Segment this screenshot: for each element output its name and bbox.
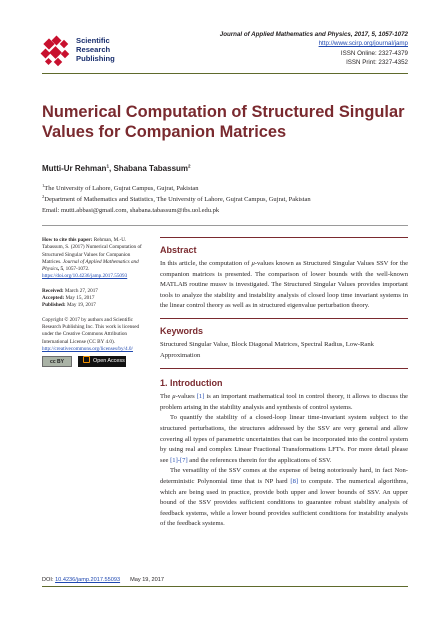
dates-block: Received: March 27, 2017 Accepted: May 15, 2017 Published: May 19, 2017 [42, 287, 98, 309]
abstract-text: In this article, the computation of μ-values known as Structured Singular Values SSV for the companion matrices is presented. The comparison of lower bounds with the well-known MATLAB routine mussv is investigated. The Structured Singular Values provides important tools to analyze the stability and instability analysis of closed loop time invariant systems in the linear control theory as well as in structured eigenvalue perturbation theory. [160, 260, 408, 310]
journal-info [220, 30, 408, 68]
intro-heading: 1. Introduction [160, 378, 223, 389]
cc-by-badge-icon[interactable]: cc BY [42, 356, 72, 367]
issn-online: ISSN Online: 2327-4379 [340, 49, 408, 57]
reference-link[interactable]: [8] [290, 477, 299, 485]
author-2: Shabana Tabassum [113, 164, 189, 173]
intro-paragraph-1: The μ-values [1] is an important mathematical tool in control theory, it allows to discuss the problem arising in the stability analysis and synthesis of control systems. [160, 393, 408, 411]
affiliations [42, 184, 311, 216]
keywords-heading: Keywords [160, 325, 204, 336]
reference-link[interactable]: [1]-[7] [170, 456, 188, 464]
paper-title: Numerical Computation of Structured Singular Values for Companion Matrices [42, 103, 405, 141]
affiliation-2: $^2$Department of Mathematics and Statistics, The University of Lahore, Gujrat Campus, Gujrat, Pakistan [42, 193, 311, 203]
license-link[interactable]: http://creativecommons.org/licenses/by/4.0/ [42, 345, 133, 352]
abstract-heading: Abstract [160, 245, 197, 255]
journal-title: Journal of Applied Mathematics and Physics, 2017, 5, 1057-1072 [219, 31, 408, 38]
journal-url-link[interactable]: http://www.scirp.org/journal/jamp [318, 40, 408, 48]
issn-print: ISSN Print: 2327-4352 [346, 59, 408, 67]
author-1: Mutti-Ur Rehman [42, 164, 107, 173]
publisher-name: Scientific Research Publishing [76, 36, 115, 63]
abstract-rule [160, 237, 408, 238]
citation-block: How to cite this paper: Rehman, M.-U. Tabassum, S. (2017) Numerical Computation of Structured Singular Values for Companion Matrices. Journal of Applied Mathematics and Physics, 5, 1057-1072. https://doi.org/10.4236/jamp.2017.55093 [42, 237, 142, 280]
keywords-bottom-rule [160, 368, 408, 369]
affiliation-1: $^1$The University of Lahore, Gujrat Campus, Gujrat, Pakistan [42, 182, 199, 192]
open-lock-icon [83, 356, 90, 363]
keywords-rule [160, 318, 408, 319]
author-email: Email: mutti.abbasi@gmail.com, shabana.tabassum@ibs.uol.edu.pk [42, 206, 220, 214]
open-access-badge[interactable]: Open Access [78, 356, 126, 367]
intro-paragraph-2: To quantify the stability of a closed-loop linear time-invariant system subject to the structured perturbations, the structures addressed by the SSV are very general and allow covering all types of parametric uncertainties that can be incorporated into the control system by using real and complex Linear Fractional Transformations LFT's. For more detail please see [1]-[7] and the references therein for the applications of SSV. [160, 414, 408, 464]
keywords-text: Structured Singular Value, Block Diagonal Matrices, Spectral Radius, Low-Rank Approximation [160, 340, 374, 359]
copyright-block: Copyright © 2017 by authors and Scientific Research Publishing Inc. This work is licensed under the Creative Commons Attribution International License (CC BY 4.0). http://creativecommons.org/licenses/by/4.0/ [42, 317, 149, 353]
scirp-logo-icon [42, 37, 72, 67]
citation-doi-link[interactable]: https://doi.org/10.4236/jamp.2017.55093 [42, 273, 128, 280]
intro-text [160, 392, 408, 530]
main-column [160, 237, 408, 530]
license-badges [42, 356, 149, 368]
authors: Mutti-Ur Rehman$^1$, Shabana Tabassum$^2$ [42, 163, 191, 173]
footer-rule [42, 586, 408, 587]
publisher-logo [42, 37, 162, 67]
page-footer: DOI: 10.4236/jamp.2017.55093 May 19, 2017 [42, 577, 164, 583]
reference-link[interactable]: [1] [196, 393, 205, 401]
section-rule [42, 225, 408, 226]
article-sidebar [42, 237, 149, 368]
footer-date: May 19, 2017 [130, 577, 164, 583]
footer-doi-link[interactable]: 10.4236/jamp.2017.55093 [55, 577, 121, 583]
header-rule [42, 73, 408, 74]
intro-paragraph-3: The versatility of the SSV comes at the expense of being notoriously hard, in fact Non-deterministic Polynomial time that is NP hard [8] to compute. The numerical algorithms, which are being used in practice, provide both upper and lower bounds of SSV. An upper bound of the SSV provides sufficient conditions to guarantee robust stability analysis of feedback systems, while a lower bound provides sufficient conditions for instability analysis of the feedback systems. [160, 467, 408, 528]
